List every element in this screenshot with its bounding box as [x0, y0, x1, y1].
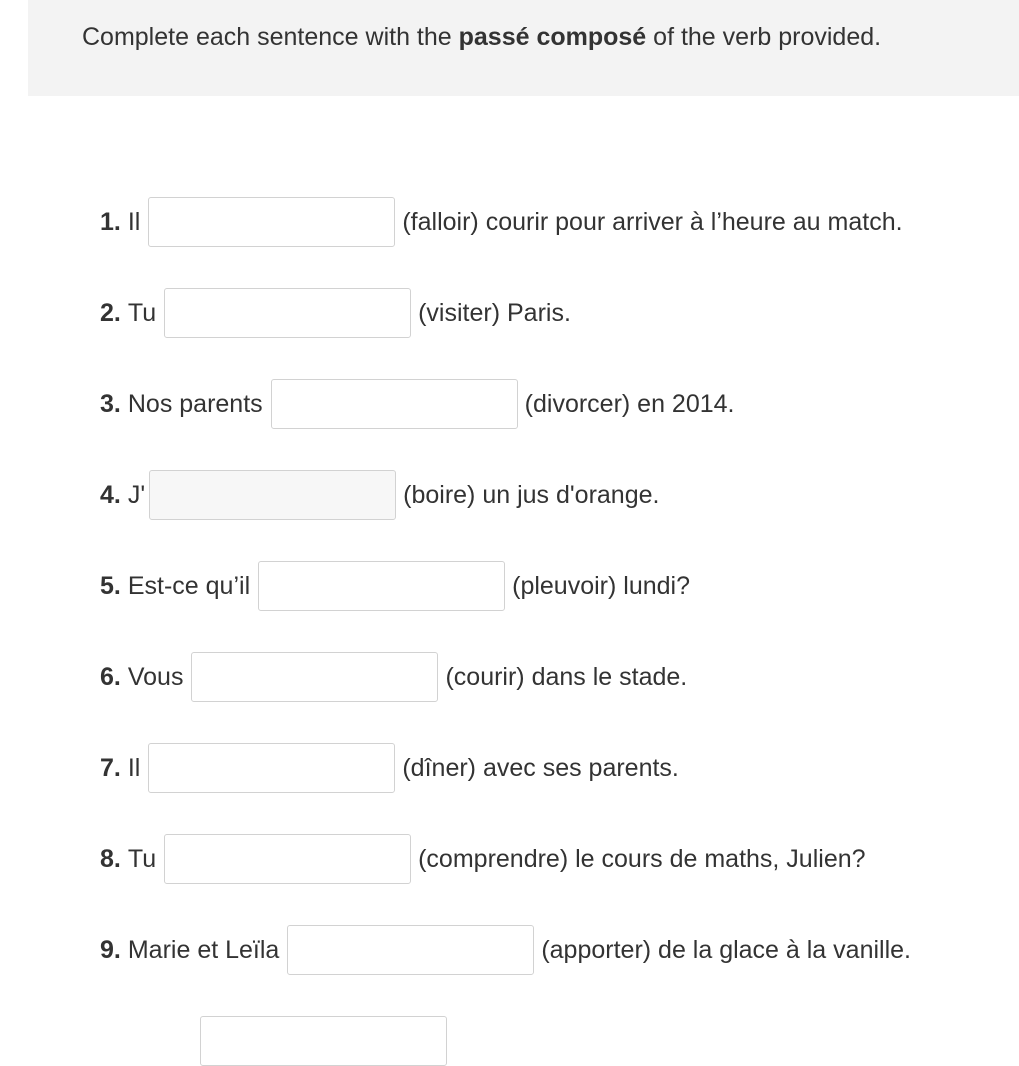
- answer-input-5[interactable]: [258, 561, 505, 611]
- answer-input-7[interactable]: [148, 743, 395, 793]
- question-subject: Marie et Leïla: [127, 935, 280, 964]
- question-rest: (divorcer) en 2014.: [524, 389, 735, 418]
- instruction-after: of the verb provided.: [646, 23, 882, 51]
- answer-input-3[interactable]: [271, 379, 518, 429]
- question-number: 3.: [100, 389, 121, 418]
- question-rest: (comprendre) le cours de maths, Julien?: [418, 844, 866, 873]
- question-rest: (pleuvoir) lundi?: [512, 571, 690, 600]
- instruction-before: Complete each sentence with the: [82, 23, 459, 51]
- question-row-1: [100, 197, 903, 247]
- question-row-9: [100, 925, 911, 975]
- question-subject: Tu: [127, 844, 157, 873]
- question-row-7: [100, 743, 679, 793]
- question-subject: Est-ce qu’il: [127, 571, 251, 600]
- question-number: 1.: [100, 207, 121, 236]
- question-rest: (falloir) courir pour arriver à l’heure au match.: [402, 207, 903, 236]
- question-row-3: [100, 379, 734, 429]
- question-number: 4.: [100, 480, 121, 509]
- question-row-2: [100, 288, 571, 338]
- answer-input-9[interactable]: [287, 925, 534, 975]
- question-row-8: [100, 834, 866, 884]
- question-rest: (dîner) avec ses parents.: [402, 753, 679, 782]
- question-number: 8.: [100, 844, 121, 873]
- question-subject: Vous: [127, 662, 184, 691]
- question-row-6: [100, 652, 687, 702]
- question-rest: (visiter) Paris.: [418, 298, 571, 327]
- question-number: 6.: [100, 662, 121, 691]
- question-rest: (apporter) de la glace à la vanille.: [541, 935, 911, 964]
- question-number: 5.: [100, 571, 121, 600]
- answer-input-1[interactable]: [148, 197, 395, 247]
- question-number: 2.: [100, 298, 121, 327]
- question-rest: (boire) un jus d'orange.: [403, 480, 660, 509]
- answer-input-2[interactable]: [164, 288, 411, 338]
- question-subject: Il: [127, 207, 141, 236]
- question-subject: Tu: [127, 298, 157, 327]
- question-rest: (courir) dans le stade.: [445, 662, 688, 691]
- answer-input-8[interactable]: [164, 834, 411, 884]
- question-subject: Nos parents: [127, 389, 263, 418]
- question-number: 9.: [100, 935, 121, 964]
- answer-input-4[interactable]: [149, 470, 396, 520]
- question-row-5: [100, 561, 690, 611]
- question-row-4: [100, 470, 659, 520]
- question-number: 7.: [100, 753, 121, 782]
- question-subject: Il: [127, 753, 141, 782]
- question-subject: J': [127, 480, 146, 509]
- answer-input-6[interactable]: [191, 652, 438, 702]
- instruction-emphasis: passé composé: [458, 23, 647, 51]
